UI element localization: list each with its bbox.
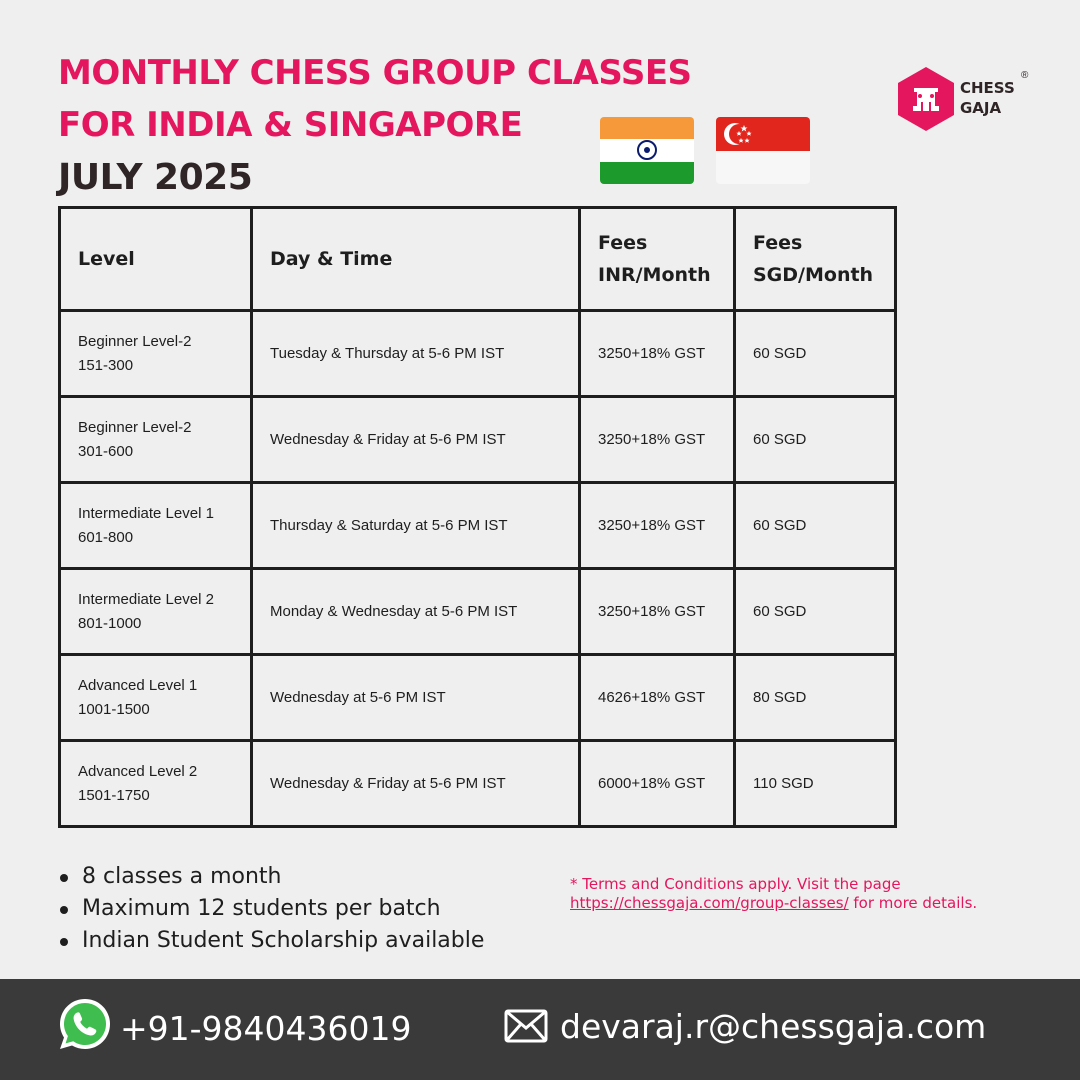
fees-inr-cell: 6000+18% GST bbox=[580, 741, 735, 827]
level-name: Intermediate Level 2 bbox=[78, 590, 214, 608]
header-fees-inr: Fees INR/Month bbox=[580, 208, 735, 311]
feature-item: Maximum 12 students per batch bbox=[58, 893, 484, 925]
feature-item: 8 classes a month bbox=[58, 861, 484, 893]
header-level: Level bbox=[60, 208, 252, 311]
level-name: Beginner Level-2 bbox=[78, 332, 192, 350]
level-name: Advanced Level 1 bbox=[78, 676, 198, 694]
feature-item: Indian Student Scholarship available bbox=[58, 925, 484, 957]
india-flag bbox=[600, 117, 694, 184]
fees-sgd-cell: 80 SGD bbox=[735, 655, 896, 741]
logo-line-1: CHESS bbox=[960, 79, 1015, 97]
level-cell bbox=[60, 311, 252, 397]
terms-link-line bbox=[570, 894, 1050, 913]
schedule-cell: Tuesday & Thursday at 5-6 PM IST bbox=[252, 311, 580, 397]
title-line-2: FOR INDIA & SINGAPORE bbox=[58, 105, 523, 145]
table-row bbox=[60, 655, 896, 741]
registered-mark: ® bbox=[1021, 70, 1029, 81]
table-row bbox=[60, 397, 896, 483]
email-address[interactable]: devaraj.r@chessgaja.com bbox=[560, 1007, 987, 1046]
elephant-hexagon-icon bbox=[896, 66, 956, 132]
title-line-1: MONTHLY CHESS GROUP CLASSES bbox=[58, 53, 692, 93]
rating-range: 601-800 bbox=[78, 528, 134, 546]
rating-range: 1501-1750 bbox=[78, 786, 150, 804]
features-list bbox=[58, 861, 484, 957]
table-row bbox=[60, 569, 896, 655]
fees-sgd-cell: 110 SGD bbox=[735, 741, 896, 827]
rating-range: 151-300 bbox=[78, 356, 134, 374]
fees-inr-cell: 3250+18% GST bbox=[580, 569, 735, 655]
fees-sgd-cell: 60 SGD bbox=[735, 397, 896, 483]
table-row bbox=[60, 741, 896, 827]
fees-inr-cell: 3250+18% GST bbox=[580, 397, 735, 483]
schedule-cell: Thursday & Saturday at 5-6 PM IST bbox=[252, 483, 580, 569]
fees-inr-cell: 3250+18% GST bbox=[580, 483, 735, 569]
level-cell bbox=[60, 397, 252, 483]
header-fees-sgd: Fees SGD/Month bbox=[735, 208, 896, 311]
level-cell bbox=[60, 741, 252, 827]
contact-footer bbox=[0, 979, 1080, 1080]
table-header-row bbox=[60, 208, 896, 311]
table-row bbox=[60, 483, 896, 569]
schedule-cell: Wednesday & Friday at 5-6 PM IST bbox=[252, 741, 580, 827]
ashoka-chakra-icon bbox=[600, 139, 694, 161]
rating-range: 301-600 bbox=[78, 442, 134, 460]
class-schedule-table bbox=[58, 206, 897, 828]
whatsapp-icon bbox=[58, 997, 112, 1051]
level-cell bbox=[60, 655, 252, 741]
group-classes-link[interactable]: https://chessgaja.com/group-classes/ bbox=[570, 894, 849, 912]
logo-text bbox=[960, 78, 1015, 118]
schedule-cell: Monday & Wednesday at 5-6 PM IST bbox=[252, 569, 580, 655]
fees-inr-cell: 4626+18% GST bbox=[580, 655, 735, 741]
fees-inr-cell: 3250+18% GST bbox=[580, 311, 735, 397]
terms-note bbox=[570, 875, 1050, 913]
terms-text: * Terms and Conditions apply. Visit the page bbox=[570, 875, 901, 893]
fees-sgd-cell: 60 SGD bbox=[735, 569, 896, 655]
phone-number[interactable]: +91-9840436019 bbox=[120, 1009, 412, 1048]
level-name: Advanced Level 2 bbox=[78, 762, 198, 780]
chessgaja-logo bbox=[896, 66, 956, 137]
schedule-cell: Wednesday & Friday at 5-6 PM IST bbox=[252, 397, 580, 483]
mail-icon bbox=[504, 1009, 548, 1043]
crescent-stars-icon bbox=[716, 117, 810, 151]
terms-suffix: for more details. bbox=[848, 894, 978, 912]
level-name: Intermediate Level 1 bbox=[78, 504, 214, 522]
level-name: Beginner Level-2 bbox=[78, 418, 192, 436]
rating-range: 801-1000 bbox=[78, 614, 142, 632]
subtitle-month: JULY 2025 bbox=[58, 157, 253, 198]
logo-line-2: GAJA bbox=[960, 99, 1002, 117]
table-row bbox=[60, 311, 896, 397]
header-day-time: Day & Time bbox=[252, 208, 580, 311]
level-cell bbox=[60, 569, 252, 655]
schedule-cell: Wednesday at 5-6 PM IST bbox=[252, 655, 580, 741]
fees-sgd-cell: 60 SGD bbox=[735, 483, 896, 569]
singapore-flag bbox=[716, 117, 810, 184]
level-cell bbox=[60, 483, 252, 569]
fees-sgd-cell: 60 SGD bbox=[735, 311, 896, 397]
rating-range: 1001-1500 bbox=[78, 700, 150, 718]
